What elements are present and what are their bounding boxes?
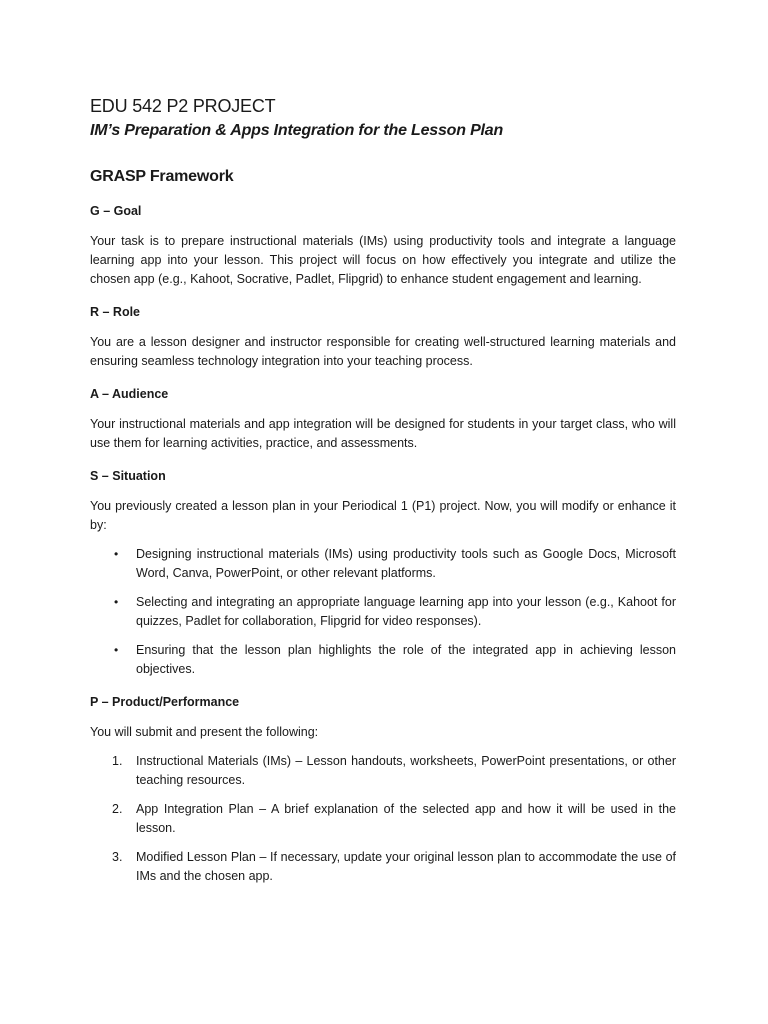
list-item-text: App Integration Plan – A brief explanation of the selected app and how it will be used in the lesson.: [136, 802, 676, 835]
list-item: [90, 800, 676, 838]
document-subtitle: IM’s Preparation & Apps Integration for the Lesson Plan: [90, 122, 504, 139]
list-number: 3.: [112, 850, 123, 864]
product-text: You will submit and present the following:: [90, 725, 319, 739]
situation-heading: S – Situation: [90, 469, 166, 483]
list-item-text: Instructional Materials (IMs) – Lesson handouts, worksheets, PowerPoint presentations, or other teaching resources.: [136, 754, 676, 787]
goal-text: Your task is to prepare instructional materials (IMs) using productivity tools and integrate a language learning app into your lesson. This project will focus on how effectively you integrate and utilize the chosen app (e.g., Kahoot, Socrative, Padlet, Flipgrid) to enhance student engagement and learning.: [90, 234, 676, 286]
list-item: [90, 752, 676, 790]
list-item-text: Designing instructional materials (IMs) using productivity tools such as Google Docs, Microsoft Word, Canva, PowerPoint, or other relevant platforms.: [136, 547, 676, 580]
audience-text: Your instructional materials and app integration will be designed for students in your target class, who will use them for learning activities, practice, and assessments.: [90, 417, 676, 450]
list-item: [90, 545, 676, 583]
list-item-text: Selecting and integrating an appropriate language learning app into your lesson (e.g., Kahoot for quizzes, Padlet for collaboration, Flipgrid for video responses).: [136, 595, 676, 628]
product-heading: P – Product/Performance: [90, 695, 240, 709]
list-item-text: Modified Lesson Plan – If necessary, update your original lesson plan to accommodate the use of IMs and the chosen app.: [136, 850, 676, 883]
list-number: 2.: [112, 802, 123, 816]
list-item: [90, 593, 676, 631]
situation-text: You previously created a lesson plan in your Periodical 1 (P1) project. Now, you will modify or enhance it by:: [90, 499, 676, 532]
list-number: 1.: [112, 754, 123, 768]
document-page: [90, 94, 676, 886]
product-numbered-list: [90, 752, 676, 886]
bullet-icon: •: [114, 643, 119, 657]
list-item-text: Ensuring that the lesson plan highlights the role of the integrated app in achieving lesson objectives.: [136, 643, 676, 676]
list-item: [90, 848, 676, 886]
role-text: You are a lesson designer and instructor responsible for creating well-structured learning materials and ensuring seamless technology integration into your teaching process.: [90, 335, 676, 368]
list-item: [90, 641, 676, 679]
framework-title: GRASP Framework: [90, 168, 234, 185]
audience-heading: A – Audience: [90, 387, 169, 401]
situation-bullet-list: [90, 545, 676, 679]
bullet-icon: •: [114, 595, 119, 609]
role-heading: R – Role: [90, 305, 141, 319]
document-title: EDU 542 P2 PROJECT: [90, 96, 276, 116]
goal-heading: G – Goal: [90, 204, 142, 218]
bullet-icon: •: [114, 547, 119, 561]
